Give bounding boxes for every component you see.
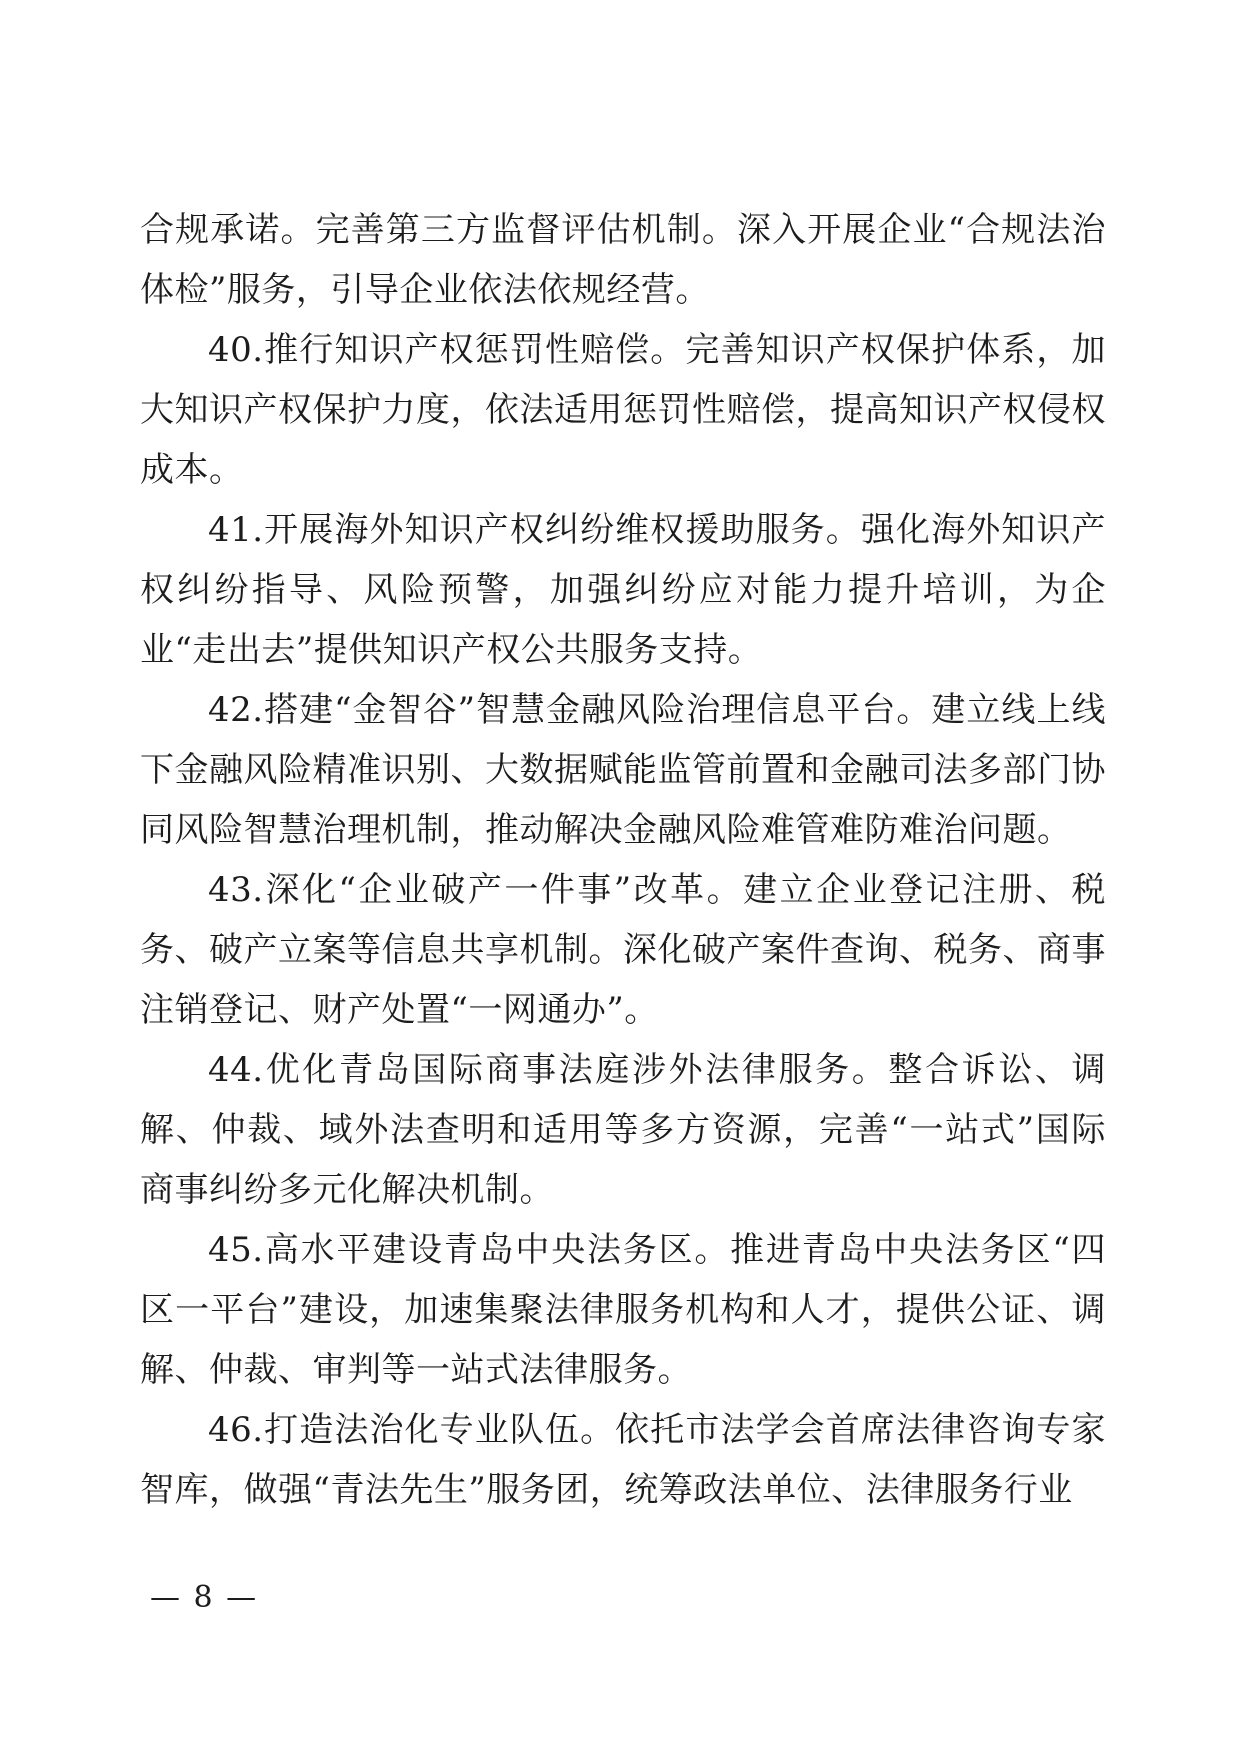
page-number: — 8 — [150, 1580, 259, 1615]
document-body [140, 200, 1106, 1520]
paragraph-item-44: 44.优化青岛国际商事法庭涉外法律服务。整合诉讼、调解、仲裁、域外法查明和适用等多方资源，完善“一站式”国际商事纠纷多元化解决机制。 [140, 1050, 1106, 1210]
paragraph-item-40: 40.推行知识产权惩罚性赔偿。完善知识产权保护体系，加大知识产权保护力度，依法适用惩罚性赔偿，提高知识产权侵权成本。 [140, 330, 1106, 490]
paragraph-continuation: 合规承诺。完善第三方监督评估机制。深入开展企业“合规法治体检”服务，引导企业依法依规经营。 [140, 210, 1106, 310]
paragraph-item-45: 45.高水平建设青岛中央法务区。推进青岛中央法务区“四区一平台”建设，加速集聚法律服务机构和人才，提供公证、调解、仲裁、审判等一站式法律服务。 [140, 1230, 1106, 1390]
paragraph-item-42: 42.搭建“金智谷”智慧金融风险治理信息平台。建立线上线下金融风险精准识别、大数据赋能监管前置和金融司法多部门协同风险智慧治理机制，推动解决金融风险难管难防难治问题。 [140, 690, 1106, 850]
paragraph-item-43: 43.深化“企业破产一件事”改革。建立企业登记注册、税务、破产立案等信息共享机制。深化破产案件查询、税务、商事注销登记、财产处置“一网通办”。 [140, 870, 1106, 1030]
paragraph-item-46: 46.打造法治化专业队伍。依托市法学会首席法律咨询专家智库，做强“青法先生”服务团，统筹政法单位、法律服务行业 [140, 1410, 1106, 1510]
paragraph-item-41: 41.开展海外知识产权纠纷维权援助服务。强化海外知识产权纠纷指导、风险预警，加强纠纷应对能力提升培训，为企业“走出去”提供知识产权公共服务支持。 [140, 510, 1106, 670]
